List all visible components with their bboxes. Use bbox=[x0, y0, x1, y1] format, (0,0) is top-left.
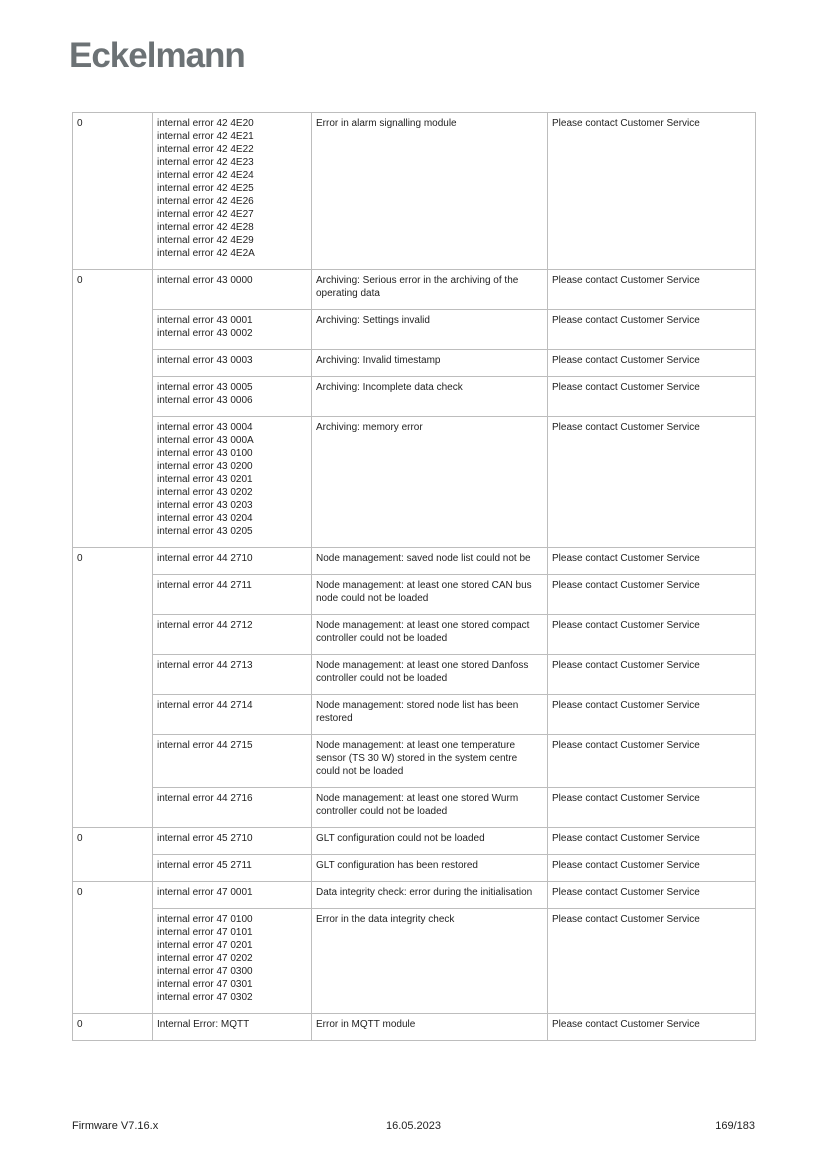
cell-error-codes bbox=[153, 735, 312, 788]
error-code-line: internal error 47 0001 bbox=[157, 887, 253, 898]
error-code-line: internal error 47 0202 bbox=[157, 953, 253, 964]
error-code-line: internal error 42 4E26 bbox=[157, 196, 254, 207]
table-row bbox=[73, 377, 756, 417]
cell-error-description: Error in the data integrity check bbox=[312, 909, 548, 1014]
cell-error-description: Node management: saved node list could not be bbox=[312, 548, 548, 575]
cell-corrective-action: Please contact Customer Service bbox=[548, 575, 756, 615]
cell-corrective-action: Please contact Customer Service bbox=[548, 377, 756, 417]
cell-error-codes bbox=[153, 855, 312, 882]
cell-corrective-action: Please contact Customer Service bbox=[548, 1014, 756, 1041]
cell-error-codes bbox=[153, 270, 312, 310]
error-code-line: internal error 45 2710 bbox=[157, 833, 253, 844]
error-code-line: internal error 47 0100 bbox=[157, 914, 253, 925]
cell-corrective-action: Please contact Customer Service bbox=[548, 655, 756, 695]
cell-error-codes bbox=[153, 1014, 312, 1041]
cell-corrective-action: Please contact Customer Service bbox=[548, 113, 756, 270]
cell-error-description: Error in MQTT module bbox=[312, 1014, 548, 1041]
footer-date: 16.05.2023 bbox=[385, 1120, 442, 1132]
table-row bbox=[73, 882, 756, 909]
error-code-line: internal error 43 0202 bbox=[157, 487, 253, 498]
error-code-line: internal error 43 0100 bbox=[157, 448, 253, 459]
cell-error-flag: 0 bbox=[73, 1014, 153, 1041]
error-code-line: internal error 45 2711 bbox=[157, 860, 252, 871]
error-code-line: internal error 42 4E25 bbox=[157, 183, 254, 194]
cell-error-description: Node management: at least one stored compact controller could not be loaded bbox=[312, 615, 548, 655]
error-code-line: internal error 44 2713 bbox=[157, 660, 253, 671]
error-code-line: internal error 42 4E2A bbox=[157, 248, 255, 259]
cell-corrective-action: Please contact Customer Service bbox=[548, 909, 756, 1014]
page-footer bbox=[72, 1120, 755, 1132]
table-row bbox=[73, 695, 756, 735]
cell-corrective-action: Please contact Customer Service bbox=[548, 615, 756, 655]
cell-error-codes bbox=[153, 615, 312, 655]
cell-error-description: GLT configuration could not be loaded bbox=[312, 828, 548, 855]
cell-error-description: Data integrity check: error during the initialisation bbox=[312, 882, 548, 909]
cell-error-codes bbox=[153, 882, 312, 909]
cell-corrective-action: Please contact Customer Service bbox=[548, 855, 756, 882]
error-code-line: internal error 43 0200 bbox=[157, 461, 253, 472]
error-code-line: internal error 47 0300 bbox=[157, 966, 253, 977]
table-row bbox=[73, 788, 756, 828]
cell-corrective-action: Please contact Customer Service bbox=[548, 548, 756, 575]
table-row bbox=[73, 828, 756, 855]
error-code-line: internal error 47 0301 bbox=[157, 979, 253, 990]
cell-error-flag: 0 bbox=[73, 548, 153, 828]
table-row bbox=[73, 1014, 756, 1041]
error-code-line: internal error 44 2716 bbox=[157, 793, 253, 804]
cell-error-flag: 0 bbox=[73, 270, 153, 548]
error-code-line: internal error 43 0201 bbox=[157, 474, 253, 485]
error-code-line: internal error 42 4E22 bbox=[157, 144, 254, 155]
error-code-line: internal error 43 0205 bbox=[157, 526, 253, 537]
footer-page-number: 169/183 bbox=[715, 1120, 756, 1132]
cell-error-description: Archiving: memory error bbox=[312, 417, 548, 548]
error-code-line: internal error 44 2711 bbox=[157, 580, 252, 591]
cell-error-codes bbox=[153, 828, 312, 855]
error-code-line: internal error 43 0001 bbox=[157, 315, 253, 326]
error-code-line: internal error 44 2712 bbox=[157, 620, 253, 631]
error-code-line: internal error 42 4E28 bbox=[157, 222, 254, 233]
cell-error-codes bbox=[153, 695, 312, 735]
error-code-line: internal error 42 4E20 bbox=[157, 118, 254, 129]
error-code-line: internal error 47 0302 bbox=[157, 992, 253, 1003]
table-row bbox=[73, 350, 756, 377]
table-row bbox=[73, 909, 756, 1014]
cell-error-description: Error in alarm signalling module bbox=[312, 113, 548, 270]
cell-error-codes bbox=[153, 548, 312, 575]
cell-error-codes bbox=[153, 788, 312, 828]
cell-error-flag: 0 bbox=[73, 882, 153, 1014]
cell-corrective-action: Please contact Customer Service bbox=[548, 350, 756, 377]
error-code-line: internal error 44 2714 bbox=[157, 700, 253, 711]
cell-corrective-action: Please contact Customer Service bbox=[548, 735, 756, 788]
cell-error-description: Archiving: Settings invalid bbox=[312, 310, 548, 350]
error-code-line: internal error 43 0006 bbox=[157, 395, 253, 406]
error-code-line: internal error 47 0101 bbox=[157, 927, 253, 938]
error-code-line: internal error 47 0201 bbox=[157, 940, 253, 951]
error-code-line: internal error 42 4E23 bbox=[157, 157, 254, 168]
table-row bbox=[73, 855, 756, 882]
cell-corrective-action: Please contact Customer Service bbox=[548, 310, 756, 350]
cell-error-flag: 0 bbox=[73, 113, 153, 270]
table-row bbox=[73, 113, 756, 270]
table-row bbox=[73, 417, 756, 548]
cell-error-codes bbox=[153, 417, 312, 548]
error-code-line: internal error 42 4E24 bbox=[157, 170, 254, 181]
cell-error-description: Archiving: Incomplete data check bbox=[312, 377, 548, 417]
cell-corrective-action: Please contact Customer Service bbox=[548, 695, 756, 735]
cell-error-codes bbox=[153, 575, 312, 615]
cell-error-description: Node management: at least one temperature sensor (TS 30 W) stored in the system centre could not be loaded bbox=[312, 735, 548, 788]
cell-error-description: Node management: at least one stored Wurm controller could not be loaded bbox=[312, 788, 548, 828]
eckelmann-logo: Eckelmann bbox=[69, 36, 245, 75]
table-row bbox=[73, 548, 756, 575]
table-row bbox=[73, 270, 756, 310]
cell-error-codes bbox=[153, 655, 312, 695]
error-code-line: internal error 42 4E27 bbox=[157, 209, 254, 220]
error-code-line: internal error 43 0005 bbox=[157, 382, 253, 393]
cell-error-description: Archiving: Invalid timestamp bbox=[312, 350, 548, 377]
error-code-line: internal error 42 4E21 bbox=[157, 131, 254, 142]
error-code-line: internal error 43 0203 bbox=[157, 500, 253, 511]
error-table-body bbox=[73, 113, 756, 1041]
cell-corrective-action: Please contact Customer Service bbox=[548, 270, 756, 310]
table-row bbox=[73, 655, 756, 695]
error-code-line: internal error 43 0002 bbox=[157, 328, 253, 339]
cell-error-flag: 0 bbox=[73, 828, 153, 882]
cell-error-description: Node management: at least one stored Danfoss controller could not be loaded bbox=[312, 655, 548, 695]
cell-corrective-action: Please contact Customer Service bbox=[548, 882, 756, 909]
cell-error-codes bbox=[153, 377, 312, 417]
cell-corrective-action: Please contact Customer Service bbox=[548, 417, 756, 548]
table-row bbox=[73, 615, 756, 655]
cell-error-description: Node management: stored node list has been restored bbox=[312, 695, 548, 735]
footer-firmware-version: Firmware V7.16.x bbox=[72, 1120, 159, 1132]
table-row bbox=[73, 310, 756, 350]
cell-error-description: Node management: at least one stored CAN bus node could not be loaded bbox=[312, 575, 548, 615]
error-code-line: internal error 43 0204 bbox=[157, 513, 253, 524]
cell-error-codes bbox=[153, 113, 312, 270]
cell-corrective-action: Please contact Customer Service bbox=[548, 828, 756, 855]
error-code-line: internal error 42 4E29 bbox=[157, 235, 254, 246]
error-code-line: Internal Error: MQTT bbox=[157, 1019, 250, 1030]
error-code-line: internal error 43 0000 bbox=[157, 275, 253, 286]
error-code-line: internal error 43 000A bbox=[157, 435, 254, 446]
error-code-line: internal error 44 2710 bbox=[157, 553, 253, 564]
cell-error-codes bbox=[153, 310, 312, 350]
table-row bbox=[73, 735, 756, 788]
error-code-line: internal error 43 0004 bbox=[157, 422, 253, 433]
error-code-table bbox=[72, 112, 756, 1041]
cell-error-codes bbox=[153, 909, 312, 1014]
cell-error-description: GLT configuration has been restored bbox=[312, 855, 548, 882]
error-code-line: internal error 43 0003 bbox=[157, 355, 253, 366]
cell-error-codes bbox=[153, 350, 312, 377]
cell-corrective-action: Please contact Customer Service bbox=[548, 788, 756, 828]
table-row bbox=[73, 575, 756, 615]
cell-error-description: Archiving: Serious error in the archiving of the operating data bbox=[312, 270, 548, 310]
error-code-line: internal error 44 2715 bbox=[157, 740, 253, 751]
